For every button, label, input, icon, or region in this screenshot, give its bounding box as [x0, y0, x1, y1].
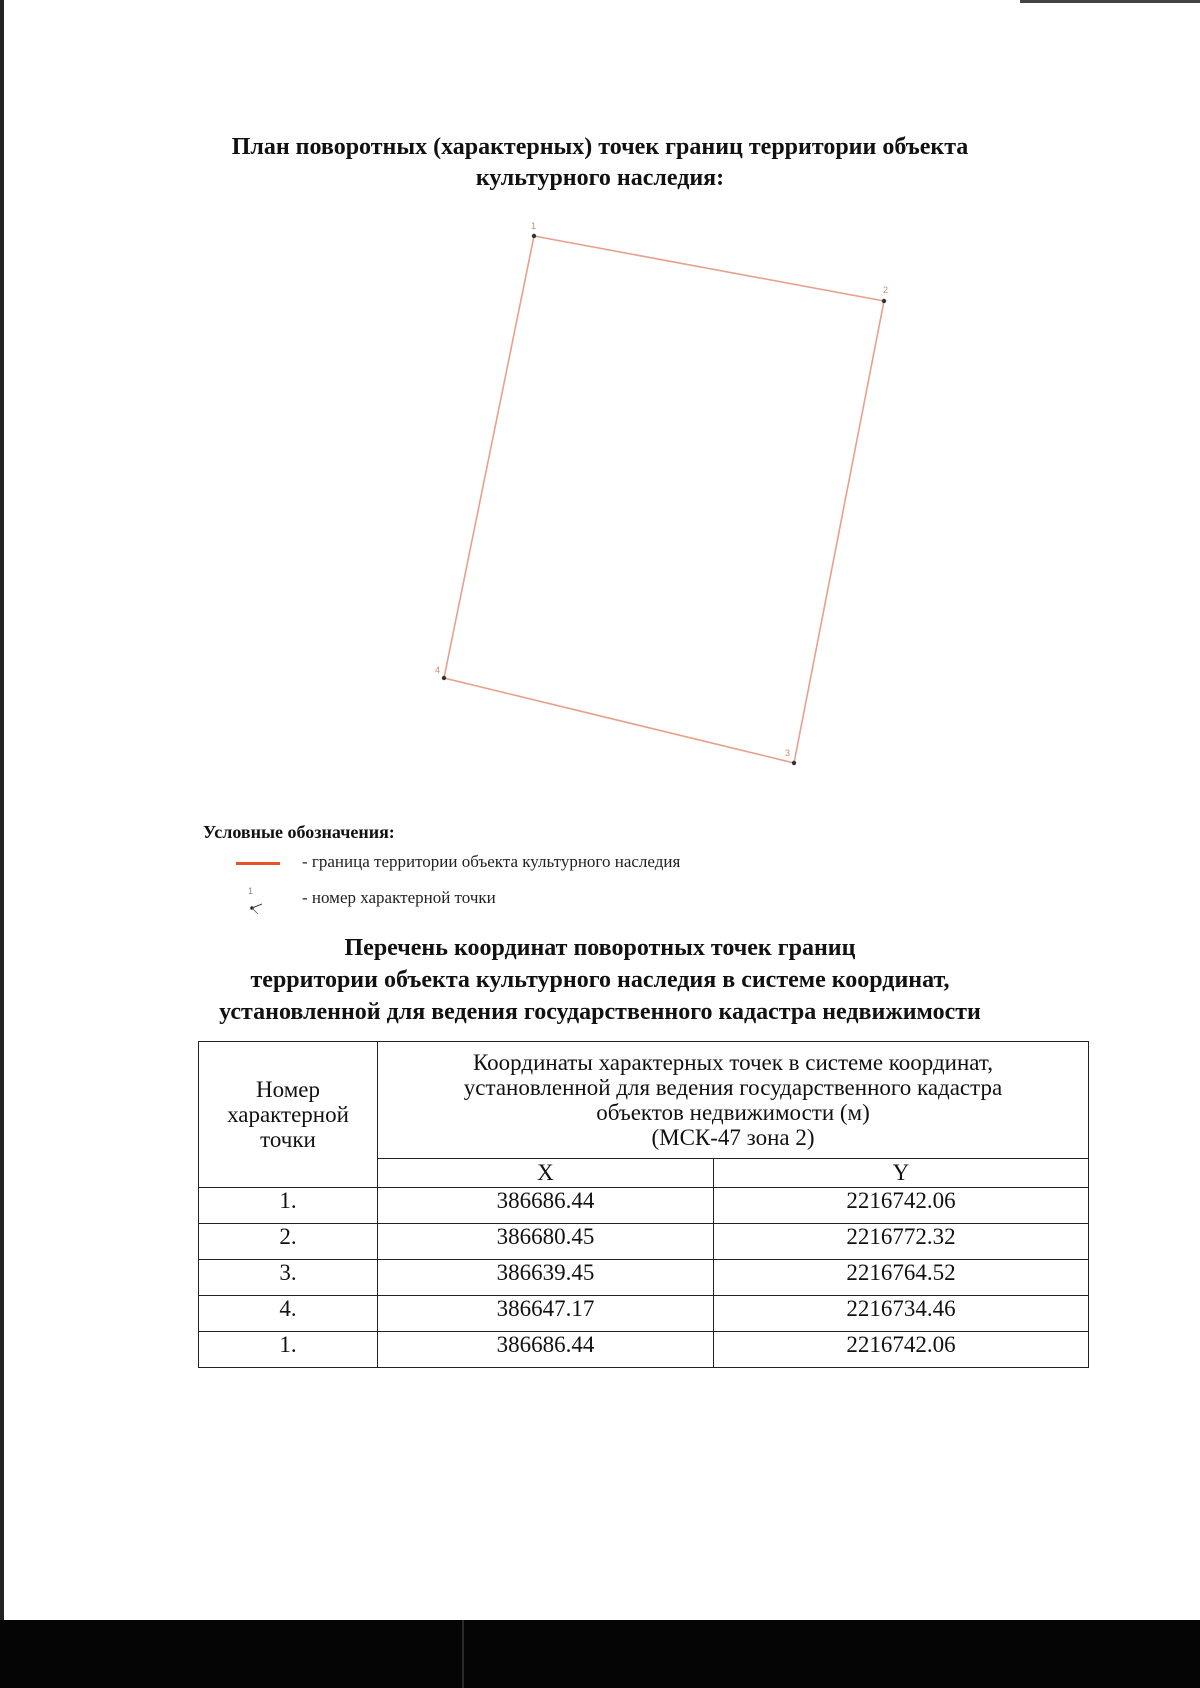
- scan-band-seam: [462, 1620, 464, 1688]
- table-row: [199, 1296, 1089, 1332]
- coordinates-header-line: установленной для ведения государственного кадастра: [463, 1075, 1003, 1100]
- coordinates-table: [198, 1041, 1089, 1368]
- coordinates-header-line: объектов недвижимости (м): [596, 1100, 870, 1125]
- legend-marker-label: 1: [248, 886, 254, 896]
- x-coordinate-cell: 386686.44: [378, 1188, 714, 1224]
- point-number-cell: 1.: [199, 1332, 378, 1368]
- table-row: [199, 1260, 1089, 1296]
- point-number-header-line: точки: [260, 1127, 316, 1152]
- table-row: [199, 1224, 1089, 1260]
- list-title-line-2: территории объекта культурного наследия в системе координат,: [250, 967, 950, 993]
- point-number-header: [199, 1042, 378, 1188]
- coordinates-list-title: [150, 932, 1050, 1028]
- point-number-cell: 3.: [199, 1260, 378, 1296]
- point-number-header-line: Номер: [256, 1077, 320, 1102]
- list-title-line-3: установленной для ведения государственного кадастра недвижимости: [219, 999, 981, 1025]
- y-coordinate-cell: 2216742.06: [713, 1188, 1088, 1224]
- boundary-polygon: [444, 236, 884, 763]
- table-row: [199, 1332, 1089, 1368]
- y-coordinate-cell: 2216742.06: [713, 1332, 1088, 1368]
- x-coordinate-cell: 386647.17: [378, 1296, 714, 1332]
- legend-marker-leader: [252, 904, 262, 908]
- y-coordinate-cell: 2216734.46: [713, 1296, 1088, 1332]
- y-coordinate-cell: 2216772.32: [713, 1224, 1088, 1260]
- scan-bottom-band: [0, 1620, 1200, 1688]
- legend-marker-tick: [252, 908, 258, 914]
- point-3-label: 3: [785, 748, 791, 758]
- x-coordinate-cell: 386680.45: [378, 1224, 714, 1260]
- y-coordinate-cell: 2216764.52: [713, 1260, 1088, 1296]
- coordinates-header-line: (МСК-47 зона 2): [651, 1125, 815, 1150]
- point-4-dot: [442, 676, 446, 680]
- table-row: [199, 1188, 1089, 1224]
- point-number-cell: 1.: [199, 1188, 378, 1224]
- list-title-line-1: Перечень координат поворотных точек границ: [344, 935, 856, 961]
- point-number-cell: 4.: [199, 1296, 378, 1332]
- table-header-row: [199, 1042, 1089, 1159]
- plan-title-line-2: культурного наследия:: [475, 165, 725, 191]
- x-column-header: X: [378, 1159, 714, 1188]
- point-number-cell: 2.: [199, 1224, 378, 1260]
- point-number-header-line: характерной: [227, 1102, 349, 1127]
- point-1-label: 1: [531, 221, 537, 231]
- point-1: [531, 221, 536, 238]
- plan-title-line-1: План поворотных (характерных) точек границ территории объекта: [231, 134, 969, 160]
- point-2-dot: [882, 299, 886, 303]
- x-coordinate-cell: 386639.45: [378, 1260, 714, 1296]
- legend-boundary-text: - граница территории объекта культурного наследия: [302, 852, 681, 871]
- point-1-dot: [532, 234, 536, 238]
- x-coordinate-cell: 386686.44: [378, 1332, 714, 1368]
- point-marker-legend-icon: [238, 884, 266, 918]
- point-3-dot: [792, 761, 796, 765]
- point-2-label: 2: [883, 285, 889, 295]
- point-4-label: 4: [435, 665, 441, 675]
- boundary-plan: [0, 0, 1200, 800]
- boundary-line-legend-icon: [236, 862, 280, 865]
- legend-point-text: - номер характерной точки: [302, 888, 496, 907]
- coordinates-header: [378, 1042, 1089, 1159]
- legend-title: Условные обозначения:: [203, 822, 395, 842]
- point-2: [882, 285, 888, 303]
- coordinates-header-line: Координаты характерных точек в системе координат,: [472, 1050, 993, 1075]
- y-column-header: Y: [713, 1159, 1088, 1188]
